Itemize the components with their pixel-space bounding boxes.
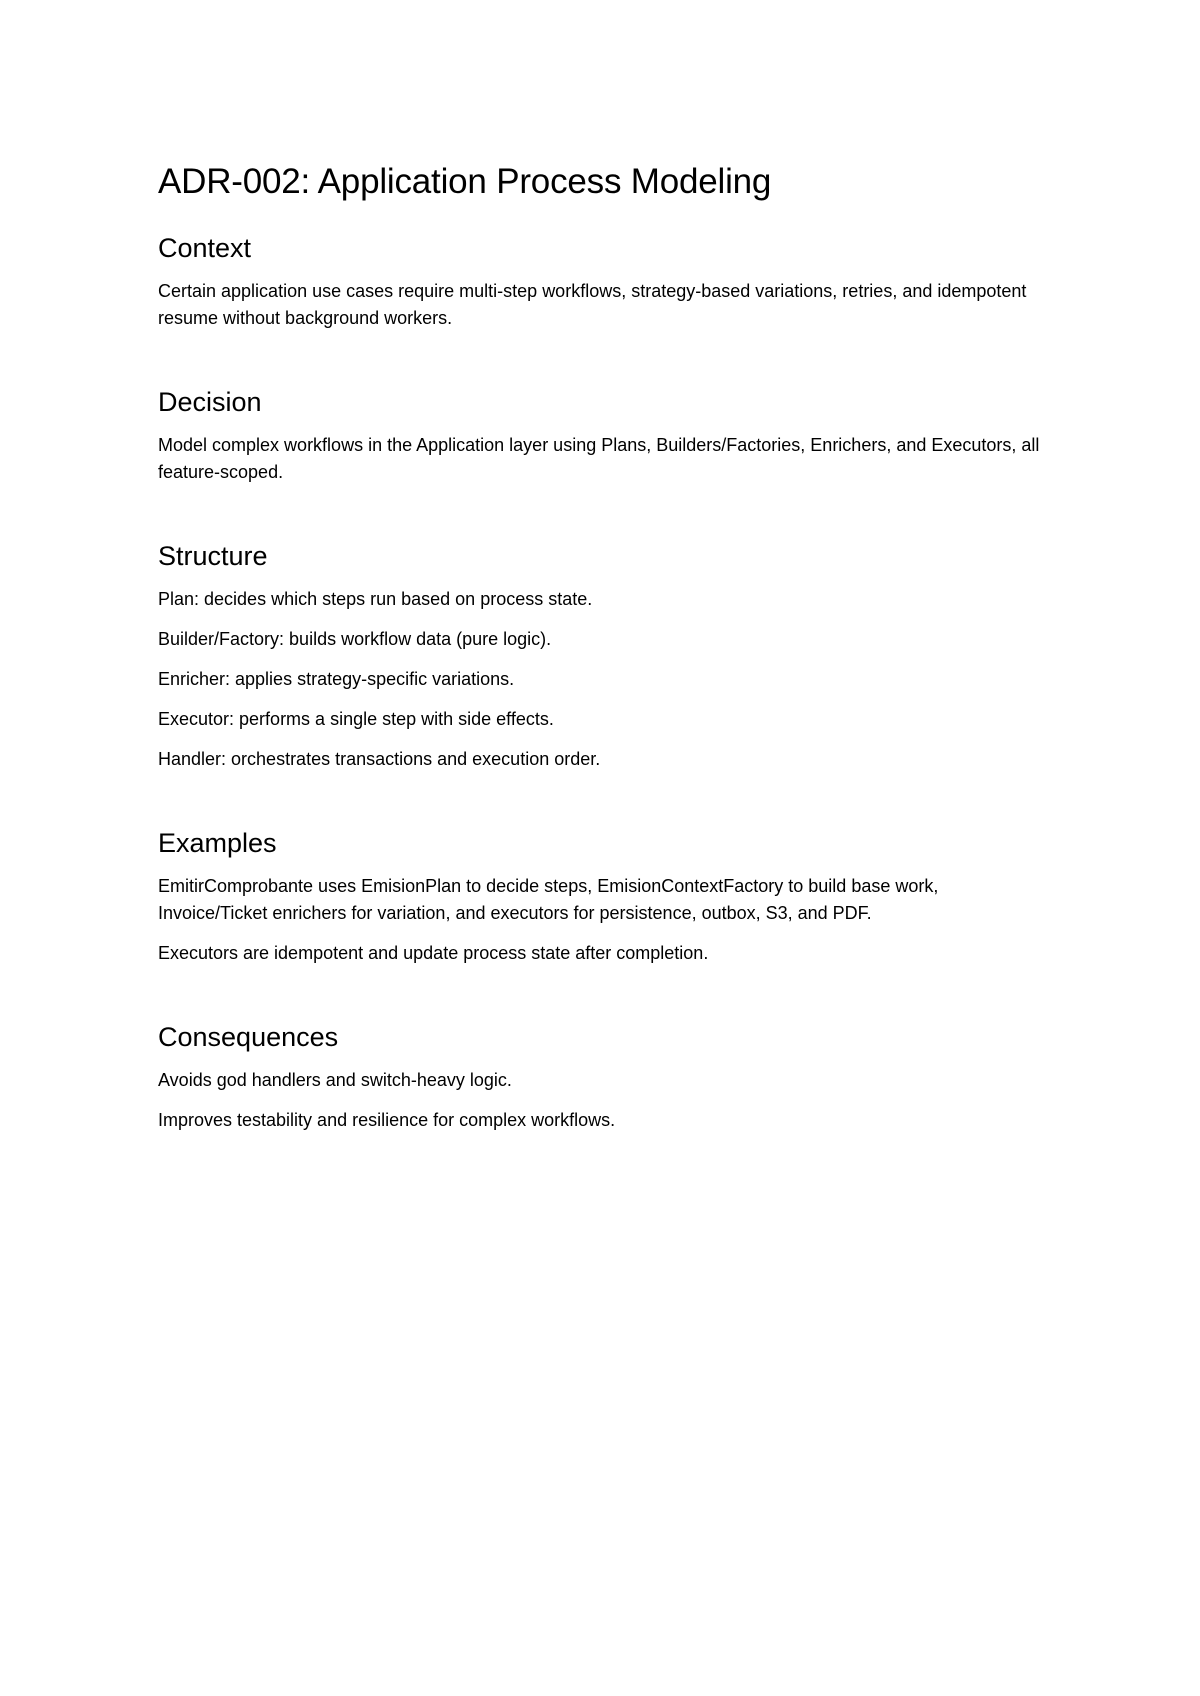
section-consequences xyxy=(158,1019,1050,1134)
section-decision xyxy=(158,384,1050,486)
section-heading-decision: Decision xyxy=(158,387,262,417)
consequences-paragraph-testability: Improves testability and resilience for complex workflows. xyxy=(158,1110,616,1130)
structure-item-executor: Executor: performs a single step with side effects. xyxy=(158,709,554,729)
context-paragraph: Certain application use cases require multi-step workflows, strategy-based variations, retries, and idempotent resume without background workers. xyxy=(158,281,1027,328)
section-heading-context: Context xyxy=(158,233,252,263)
section-examples xyxy=(158,825,1050,967)
section-heading-structure: Structure xyxy=(158,541,268,571)
examples-paragraph-executors: Executors are idempotent and update process state after completion. xyxy=(158,943,709,963)
title-block xyxy=(158,158,1050,230)
decision-paragraph: Model complex workflows in the Application layer using Plans, Builders/Factories, Enrichers, and Executors, all feature-scoped. xyxy=(158,435,1040,482)
consequences-paragraph-god-handlers: Avoids god handlers and switch-heavy logic. xyxy=(158,1070,512,1090)
section-heading-consequences: Consequences xyxy=(158,1022,339,1052)
section-heading-examples: Examples xyxy=(158,828,277,858)
document-title: ADR-002: Application Process Modeling xyxy=(158,162,772,201)
structure-item-plan: Plan: decides which steps run based on process state. xyxy=(158,589,593,609)
section-structure xyxy=(158,538,1050,773)
structure-item-builder-factory: Builder/Factory: builds workflow data (pure logic). xyxy=(158,629,552,649)
examples-paragraph-emitir: EmitirComprobante uses EmisionPlan to decide steps, EmisionContextFactory to build base work, Invoice/Ticket enrichers for variation, and executors for persistence, outbox, S3, and PDF. xyxy=(158,876,939,923)
structure-item-enricher: Enricher: applies strategy-specific variations. xyxy=(158,669,515,689)
structure-item-handler: Handler: orchestrates transactions and execution order. xyxy=(158,749,601,769)
section-context xyxy=(158,230,1050,332)
